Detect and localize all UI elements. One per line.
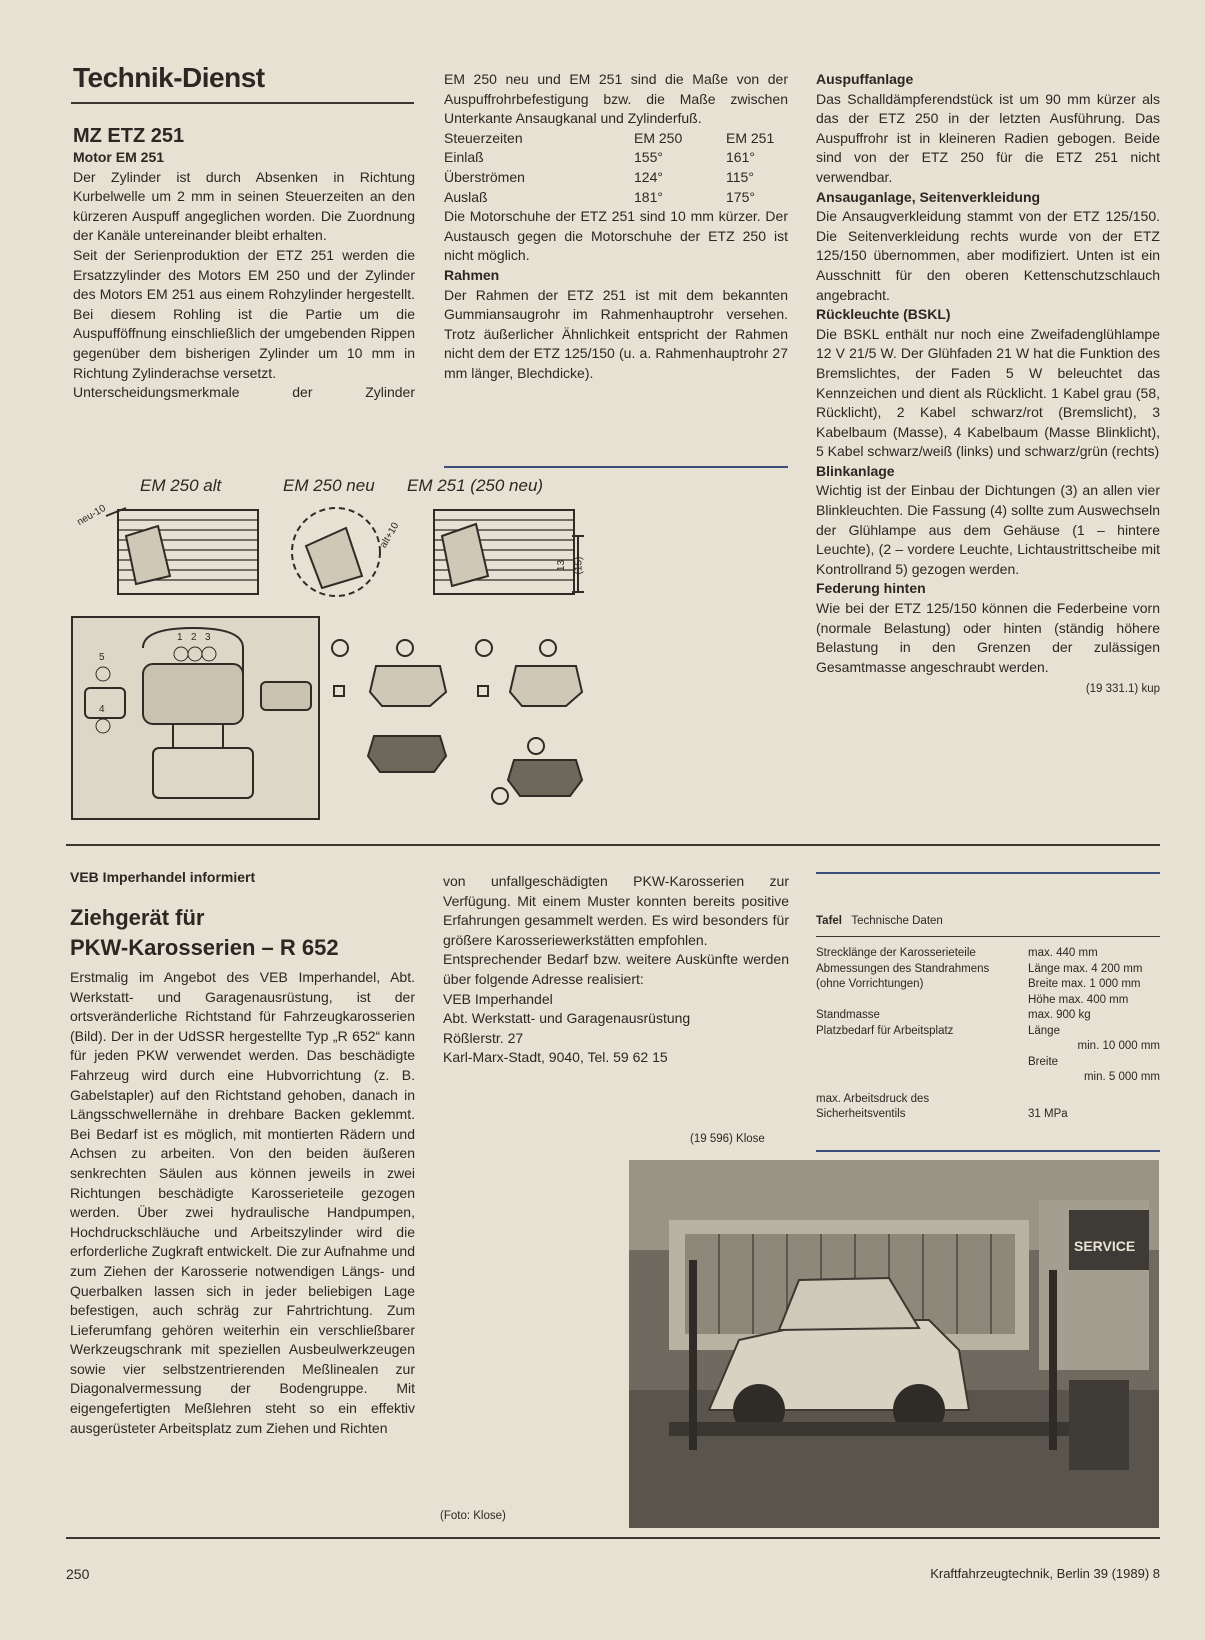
tafel-bottom-rule — [816, 1150, 1160, 1152]
header-rule — [71, 102, 414, 104]
rahmen-heading: Rahmen — [444, 266, 500, 283]
tafel-heading: Technische Daten — [851, 915, 943, 927]
section-title: Technik-Dienst — [73, 62, 265, 93]
table-cell: Einlaß — [444, 149, 484, 166]
callout-2: 2 — [191, 632, 197, 643]
cylinder-drawings — [66, 496, 606, 604]
section-text: Wie bei der ETZ 125/150 können die Federbeine vorn (normale Belastung) oder hinten (ständig höhere Belastung in den Grenzen der zulässigen Gesamtmasse angeschraubt werden. — [816, 600, 1160, 675]
motorschuhe-paragraph: Die Motorschuhe der ETZ 251 sind 10 mm kürzer. Der Austausch gegen die Motorschuhe der ETZ 250 ist nicht möglich. — [444, 208, 788, 264]
photo-caption: (Foto: Klose) — [440, 1510, 506, 1522]
section-heading: Rückleuchte (BSKL) — [816, 306, 951, 323]
tafel-row: Abmessungen des Standrahmens Länge max. 4 200 mm — [816, 962, 1143, 975]
table-header-cell: Steuerzeiten — [444, 129, 523, 146]
journal-info: Kraftfahrzeugtechnik, Berlin 39 (1989) 8 — [930, 1566, 1160, 1581]
table-cell: 161° — [726, 149, 755, 166]
steuerzeiten-table — [444, 129, 784, 207]
article2-kicker: VEB Imperhandel informiert — [70, 869, 256, 885]
section-text: Die Ansaugverkleidung stammt von der ETZ 125/150. Die Seitenverkleidung rechts wurde von der ETZ 125/150 übernommen, aber modifiziert. Unten ist ein Ausschnitt für den oberen Kettenschutzschlauch angebracht. — [816, 208, 1160, 303]
tafel-row: Höhe max. 400 mm — [1028, 993, 1129, 1006]
section-text: Wichtig ist der Einbau der Dichtungen (3) an allen vier Blinkleuchten. Die Fassung (4) sollte zum Auswechseln der Glühlampe aus dem Gehäuse (1 – hintere Leuchte), (2 – vordere Leuchte, Lichtaustrittscheibe mit Kontrollrand 5) gezogen werden. — [816, 482, 1160, 577]
callout-4: 4 — [99, 704, 105, 715]
address-line: Rößlerstr. 27 — [443, 1029, 524, 1046]
page-number: 250 — [66, 1566, 90, 1582]
rear-lamp-icon — [73, 618, 318, 818]
article2-col1-text: Erstmalig im Angebot des VEB Imperhandel, Abt. Werkstatt- und Garagenausrüstung, ist der ortsveränderliche Richtstand für Fahrzeugkarosserien (Bild). Der in der UdSSR hergestellte Typ „R 652“ kann für jeden PKW verwendet werden. Das beschädigte Fahrzeug wird durch eine Hubvorrichtung (z. B. Gabelstapler) auf den Richtstand gehoben, danach in Längsschwellernähe in drehbare Backen geklemmt. Bei Bedarf ist es möglich, mit montierten Rädern und Achsen zu arbeiten. Von den beiden äußeren senkrechten Säulen aus können jeweils in zwei Richtungen beschädigte Karosserieteile gezogen werden. Über zwei hydraulische Handpumpen, Hochdruckschläuche und Arbeitszylinder wird die erforderliche Zugkraft entwickelt. Die zur Aufnahme und zum Ziehen der Karosserie notwendigen Längs- und Querbalken lassen sich in jeder beliebigen Lage befestigen, auch schräg zur Fahrtrichtung. Zum Lieferumfang gehören weiterhin ein verschließbarer Werkzeugschrank mit speziellen Ausbeulwerkzeugen sowie vier selbstzentrierenden Meßlinealen zur Diagonalvermessung der Bodengruppe. Mit eigengefertigten Meßlehren steht so ein effektiv ausgerüsteter Arbeitsplatz zum Ziehen und Richten — [70, 969, 415, 1436]
article2-title-line1: Ziehgerät für — [70, 905, 205, 930]
table-row — [444, 188, 784, 208]
table-header-row — [444, 129, 784, 149]
workshop-photo — [629, 1160, 1159, 1528]
section-text: Die BSKL enthält nur noch eine Zweifadenglühlampe 12 V 21/5 W. Der Glühfaden 21 W hat die Funktion des Bremslichtes, der Faden 5 W beleuchtet das Kennzeichen und dient als Rücklicht. 1 Kabel grau (58, Rücklicht), 2 Kabel schwarz/rot (Bremslicht), 3 Kabelbaum (Masse), 4 Kabelbaum (Masse Blinklicht), 5 Kabel schwarz/weiß (links) und schwarz/grün (rechts) — [816, 325, 1160, 460]
article1-col1 — [73, 148, 415, 403]
motor-heading: Motor EM 251 — [73, 149, 165, 165]
tafel-row: Strecklänge der Karosserieteile max. 440 mm — [816, 947, 1098, 959]
table-row — [444, 148, 784, 168]
address-line: Abt. Werkstatt- und Garagenausrüstung — [443, 1010, 691, 1027]
article1-col2 — [444, 70, 788, 384]
table-cell: Auslaß — [444, 188, 488, 205]
table-cell: 181° — [634, 188, 663, 205]
tafel-header-rule — [816, 936, 1160, 937]
col2-intro: EM 250 neu und EM 251 sind die Maße von der Auspuffrohrbefestigung bzw. die Maße zwischen Unterkante Ansaugkanal und Zylinderfuß. — [444, 71, 788, 127]
article1-title: MZ ETZ 251 — [73, 125, 185, 147]
col1-paragraph-1: Der Zylinder ist durch Absenken in Richtung Kurbelwelle um 2 mm in seinen Steuerzeiten an den kürzeren Auspuff angeglichen worden. Die Zuordnung der Kanäle untereinander bleibt erhalten. — [73, 168, 415, 244]
col1-paragraph-3: Unterscheidungsmerkmale der Zylinder — [73, 384, 415, 401]
rahmen-paragraph: Der Rahmen der ETZ 251 ist mit dem bekannten Gummiansaugrohr im Rahmenhauptrohr versehen. Trotz äußerlicher Ähnlichkeit entspricht der Rahmen nicht dem der ETZ 125/150 (u. a. Rahmenhauptrohr 27 mm länger, Blechdicke). — [444, 286, 788, 381]
article2-reference: (19 596) Klose — [690, 1133, 765, 1145]
tafel-row: Standmasse max. 900 kg — [816, 1009, 1091, 1021]
tafel-row: max. Arbeitsdruck des — [816, 1092, 930, 1105]
col1-paragraph-2: Seit der Serienproduktion der ETZ 251 werden die Ersatzzylinder des Motors EM 250 und der Zylinder des Motors EM 251 aus einem Rohzylinder hergestellt. Bei diesem Rohling ist die Partie um die Auspufföffnung einschließlich der umgebenden Rippen gegenüber dem bisherigen Zylinder um 10 mm in Richtung Zylinderachse versetzt. — [73, 246, 415, 381]
article2-title-line2: PKW-Karosserien – R 652 — [70, 935, 339, 960]
dim-label-15: (15) — [573, 556, 585, 575]
tafel-row: Sicherheitsventils 31 MPa — [816, 1108, 1068, 1120]
table-header-cell: EM 251 — [726, 129, 775, 146]
tafel-row: (ohne Vorrichtungen) Breite max. 1 000 mm — [816, 978, 1141, 990]
address-line: VEB Imperhandel — [443, 990, 553, 1007]
table-cell: 155° — [634, 149, 663, 166]
rear-lamp-drawing — [71, 616, 320, 820]
callout-3: 3 — [205, 632, 211, 643]
col2-paragraph-2: Entsprechender Bedarf bzw. weitere Auskünfte werden über folgende Adresse realisiert: — [443, 951, 789, 987]
dim-label-neu: neu-10 — [75, 502, 108, 529]
callout-1: 1 — [177, 632, 183, 643]
article1-reference: (19 331.1) kup — [1085, 683, 1160, 696]
table-header-cell: EM 250 — [634, 129, 683, 146]
figure-label-em251: EM 251 (250 neu) — [407, 476, 544, 495]
footer-rule — [66, 1537, 1160, 1539]
dim-label-13: 13 — [556, 559, 568, 572]
section-heading: Auspuffanlage — [816, 71, 914, 87]
table-cell: 124° — [634, 168, 663, 185]
article-separator — [66, 844, 1160, 846]
figure-label-em250alt: EM 250 alt — [140, 476, 222, 495]
tafel-row: Breite — [1028, 1055, 1059, 1068]
figure-label-em250neu: EM 250 neu — [283, 476, 375, 495]
tafel-row: min. 5 000 mm — [1083, 1071, 1160, 1083]
section-text: Das Schalldämpferendstück ist um 90 mm kürzer als das der ETZ 250 in der letzten Ausführung. Das Auspuffrohr ist in kleineren Radien gebogen. Beide sind von der ETZ 250 für die ETZ 251 nicht verwendbar. — [816, 90, 1160, 185]
table-row — [444, 168, 784, 188]
table-cell: 115° — [726, 168, 754, 185]
photo-sign-text: SERVICE — [1074, 1238, 1136, 1254]
section-heading: Blinkanlage — [816, 462, 895, 479]
tafel-title — [816, 914, 1160, 930]
tafel-row: Platzbedarf für Arbeitsplatz Länge — [816, 1024, 1060, 1037]
col2-paragraph-1: von unfallgeschädigten PKW-Karosserien zur Verfügung. Mit einem Muster konnten bereits positive Erfahrungen gesammelt werden. Es wird besonders für größere Karosseriewerkstätten empfohlen. — [443, 873, 789, 948]
article2-col2 — [443, 872, 789, 1068]
tafel-row: min. 10 000 mm — [1077, 1040, 1160, 1052]
article1-col3 — [816, 70, 1160, 695]
table-cell: 175° — [726, 188, 755, 205]
tafel-top-rule — [816, 872, 1160, 874]
section-heading: Federung hinten — [816, 580, 926, 597]
callout-5: 5 — [99, 652, 105, 663]
dim-label-alt: alt+10 — [378, 520, 402, 551]
section-heading: Ansauganlage, Seitenverkleidung — [816, 188, 1041, 205]
photo-drawing — [629, 1160, 1159, 1528]
blinker-parts-drawing — [330, 636, 590, 816]
figure-top-rule — [444, 466, 788, 468]
tafel-table — [816, 946, 1160, 1123]
address-line: Karl-Marx-Stadt, 9040, Tel. 59 62 15 — [443, 1049, 668, 1066]
table-cell: Überströmen — [444, 168, 525, 185]
tafel-label: Tafel — [816, 915, 842, 927]
